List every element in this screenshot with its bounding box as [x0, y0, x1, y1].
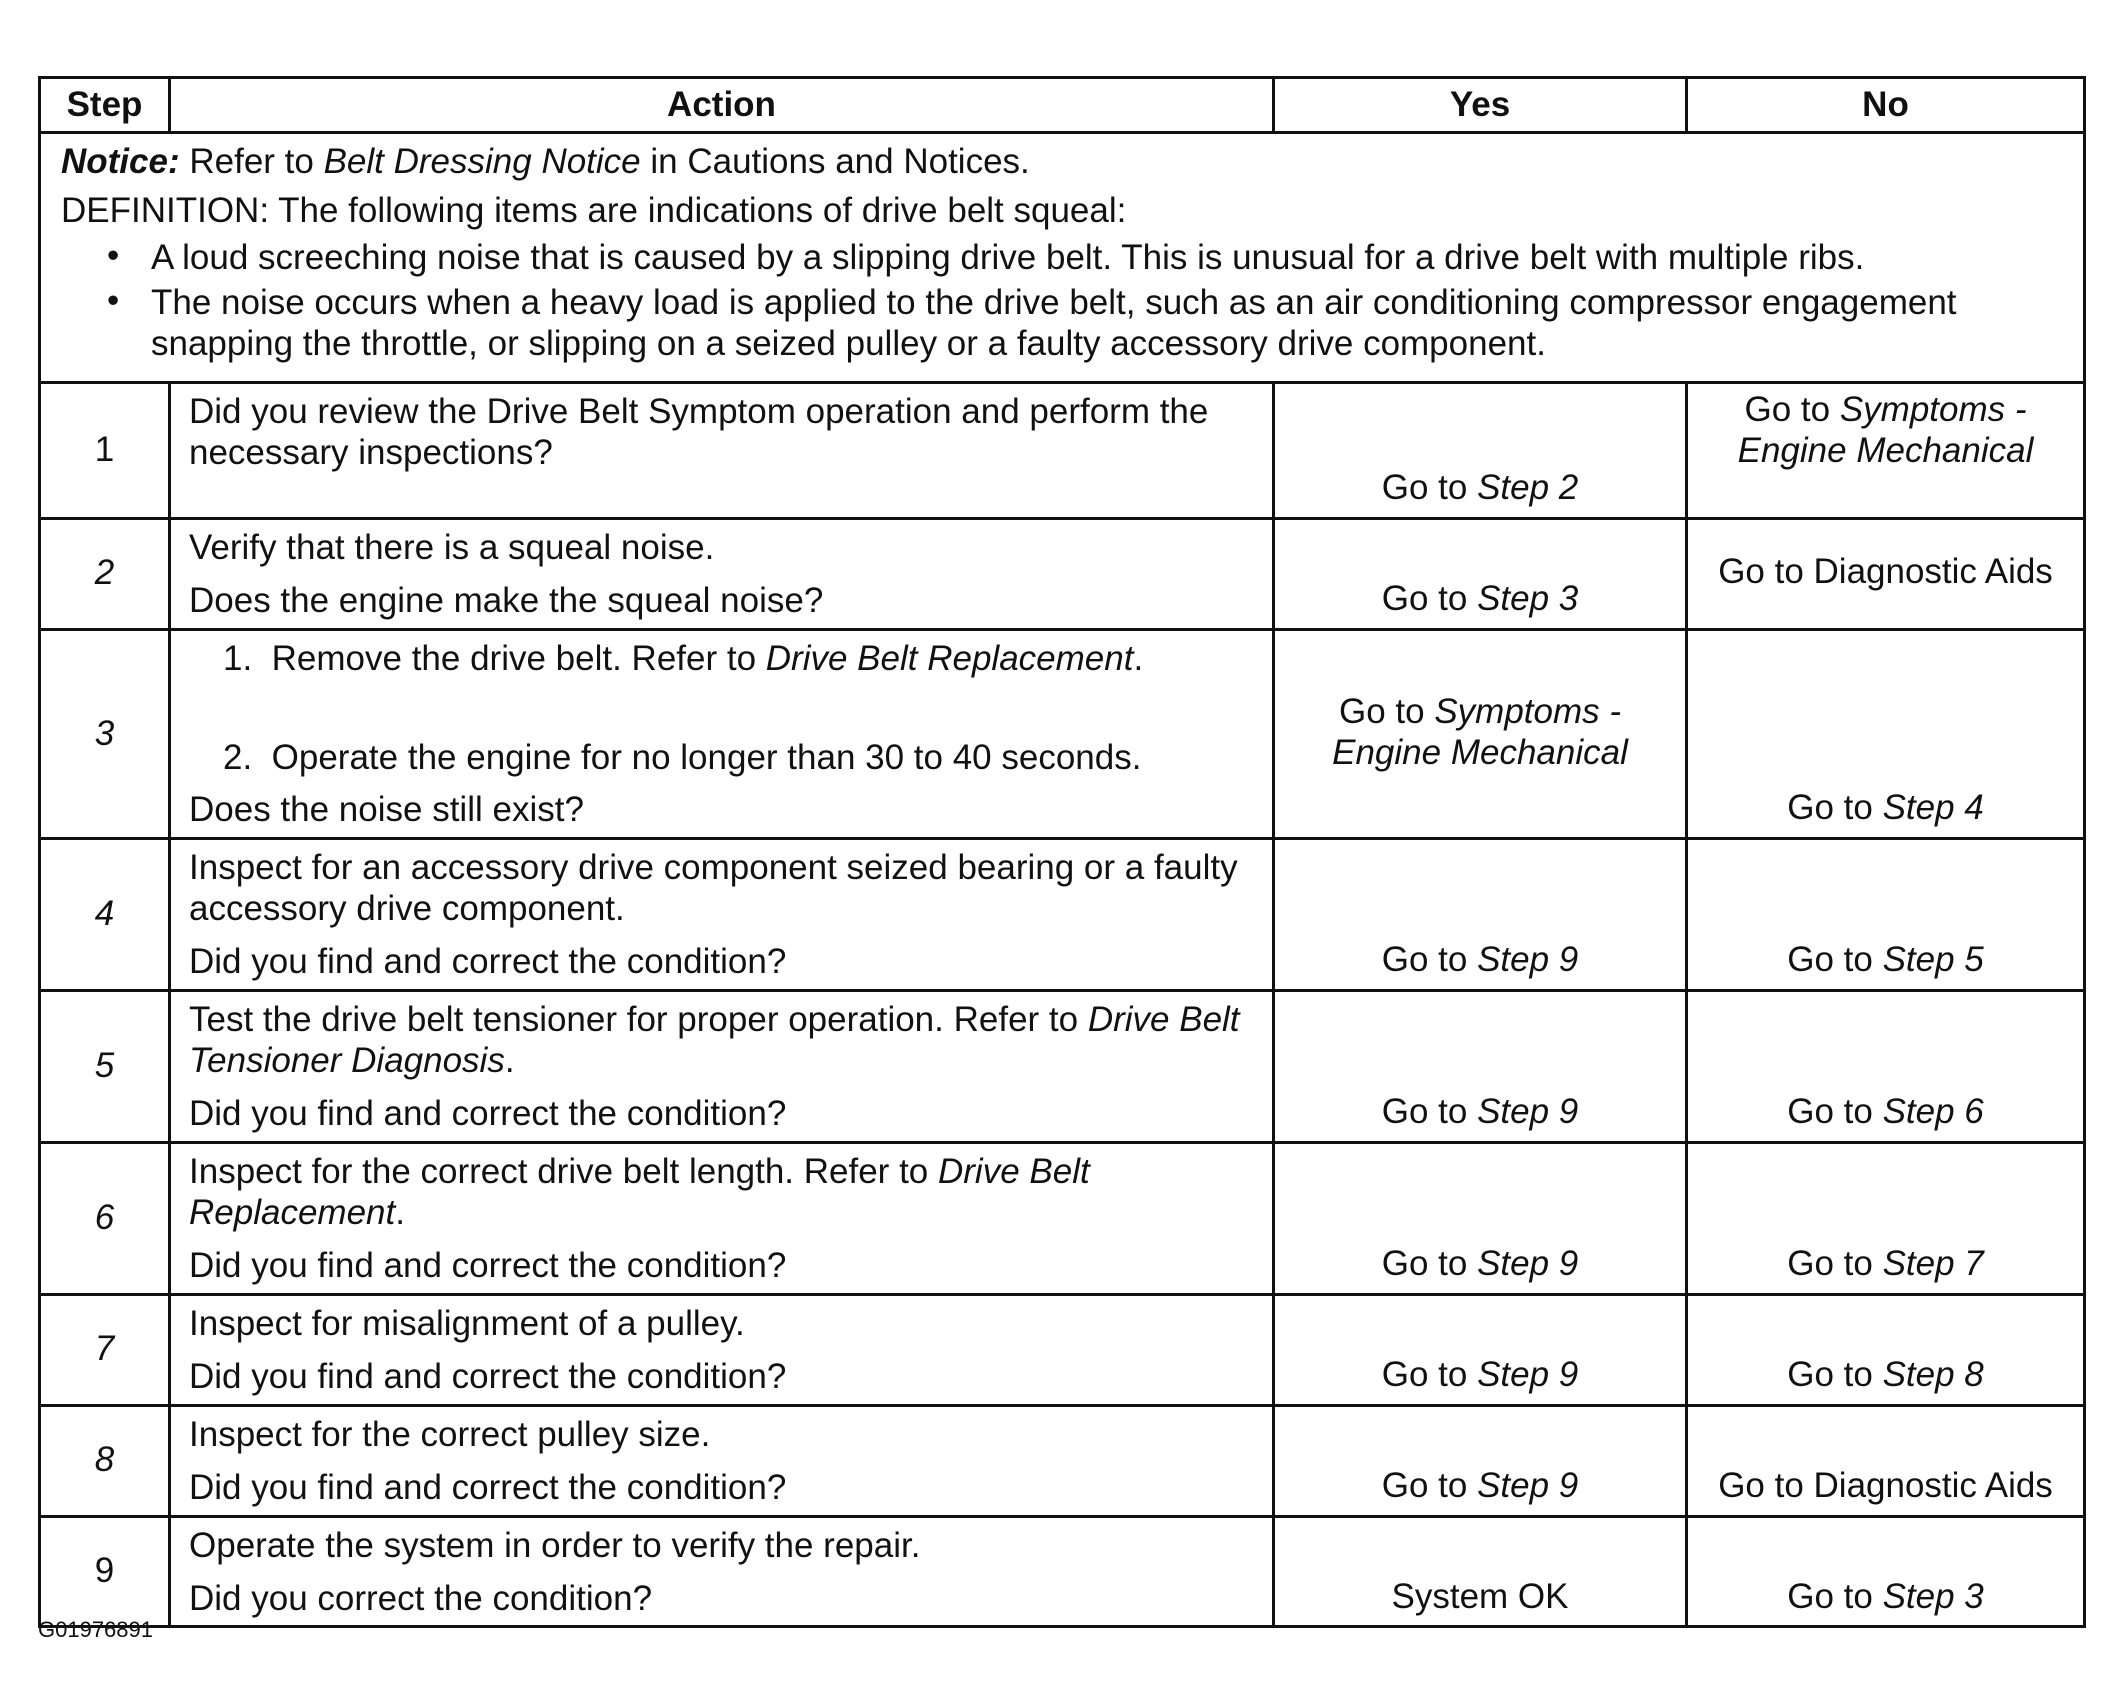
- substep-item: [189, 738, 1258, 779]
- definition-bullet: [89, 235, 2063, 279]
- go-to-label: Go to: [1381, 467, 1468, 507]
- step-action: [170, 1405, 1274, 1516]
- step-number: 5: [40, 991, 170, 1143]
- no-cell: [1687, 1143, 2085, 1295]
- go-to-label: Go to: [1787, 940, 1873, 980]
- action-question: Did you find and correct the condition?: [189, 1356, 787, 1396]
- bullet-icon: •: [107, 235, 120, 275]
- step-row-7: [40, 1294, 2085, 1405]
- action-text: Inspect for the correct pulley size.: [189, 1414, 711, 1454]
- step-number: 2: [40, 518, 170, 629]
- action-pre: Inspect for the correct drive belt length. Refer to: [189, 1152, 938, 1191]
- substep-text: Remove the drive belt. Refer to: [271, 638, 766, 678]
- action-question: Does the engine make the squeal noise?: [189, 580, 824, 620]
- action-ref: Drive Belt Tensioner Diagnosis: [189, 1000, 1240, 1081]
- yes-ref: Step 9: [1477, 1092, 1579, 1132]
- yes-cell: [1274, 382, 1687, 518]
- bullet-text: A loud screeching noise that is caused by a slipping drive belt. This is unusual for a drive belt with multiple ribs.: [151, 237, 1865, 277]
- action-question: Did you find and correct the condition?: [189, 1245, 787, 1285]
- go-to-label: Go to: [1381, 1354, 1468, 1394]
- yes-text: System OK: [1391, 1576, 1569, 1616]
- yes-ref: Step 9: [1477, 1465, 1579, 1505]
- go-to-label: Go to: [1381, 1092, 1468, 1132]
- go-to-label: Go to: [1381, 578, 1468, 618]
- step-action: [170, 382, 1274, 518]
- step-row-8: [40, 1405, 2085, 1516]
- step-row-9: [40, 1516, 2085, 1627]
- bullet-text: The noise occurs when a heavy load is applied to the drive belt, such as an air conditioning compressor engagement snapping the throttle, or slipping on a seized pulley or a faulty accessory drive component.: [151, 282, 1957, 363]
- notice-label: Notice:: [61, 142, 180, 181]
- no-cell: [1687, 518, 2085, 629]
- step-row-1: [40, 382, 2085, 518]
- no-cell: [1687, 1516, 2085, 1627]
- definition-list: [61, 235, 2063, 365]
- no-ref: Step 7: [1882, 1243, 1984, 1283]
- action-text: Did you review the Drive Belt Symptom operation and perform the necessary inspections?: [189, 391, 1209, 472]
- substep-number: 2.: [223, 737, 253, 777]
- action-question: Did you find and correct the condition?: [189, 1094, 787, 1134]
- yes-cell: [1274, 1294, 1687, 1405]
- notice-pre: Refer to: [179, 142, 324, 181]
- no-ref-line1: Symptoms -: [1839, 389, 2027, 429]
- step-action: [170, 629, 1274, 839]
- step-number: 4: [40, 839, 170, 991]
- no-cell: [1687, 991, 2085, 1143]
- notice-post: in Cautions and Notices.: [640, 142, 1030, 181]
- yes-ref: Step 2: [1477, 467, 1579, 507]
- step-action: [170, 1143, 1274, 1295]
- yes-ref: Step 3: [1477, 578, 1579, 618]
- yes-ref: Step 9: [1477, 1354, 1579, 1394]
- go-to-label: Go to: [1787, 1354, 1873, 1394]
- no-ref: Step 4: [1882, 788, 1984, 828]
- substep-text: Operate the engine for no longer than 30 to 40 seconds.: [271, 737, 1142, 777]
- action-text: Verify that there is a squeal noise.: [189, 527, 715, 567]
- action-text: Inspect for an accessory drive component seized bearing or a faulty accessory drive component.: [189, 848, 1238, 929]
- substep-item: [189, 639, 1258, 680]
- no-cell: [1687, 1294, 2085, 1405]
- action-post: .: [395, 1192, 405, 1232]
- no-cell: [1687, 1405, 2085, 1516]
- no-cell: [1687, 839, 2085, 991]
- no-ref: Step 8: [1882, 1354, 1984, 1394]
- substep-number: 1.: [223, 638, 253, 678]
- notice-ref: Belt Dressing Notice: [323, 142, 641, 181]
- no-text: Go to Diagnostic Aids: [1718, 1465, 2053, 1505]
- notice-line: [61, 142, 2063, 183]
- go-to-label: Go to: [1787, 1576, 1873, 1616]
- go-to-label: Go to: [1381, 1465, 1468, 1505]
- action-text: [189, 1000, 1258, 1082]
- go-to-label: Go to: [1381, 1243, 1468, 1283]
- yes-cell: [1274, 839, 1687, 991]
- yes-cell: [1274, 991, 1687, 1143]
- go-to-label: Go to: [1787, 1092, 1873, 1132]
- substep-list: [189, 639, 1258, 779]
- substep-post: .: [1133, 638, 1144, 678]
- yes-cell: [1274, 629, 1687, 839]
- no-ref-line2: Engine Mechanical: [1737, 430, 2034, 470]
- step-action: [170, 1294, 1274, 1405]
- step-row-4: [40, 839, 2085, 991]
- yes-cell: [1274, 1516, 1687, 1627]
- action-question: Did you correct the condition?: [189, 1578, 653, 1618]
- yes-ref-line1: Symptoms -: [1434, 692, 1622, 732]
- step-number: 1: [40, 382, 170, 518]
- header-action: Action: [170, 78, 1274, 133]
- step-row-6: [40, 1143, 2085, 1295]
- header-step: Step: [40, 78, 170, 133]
- step-number: 8: [40, 1405, 170, 1516]
- action-text: Operate the system in order to verify the repair.: [189, 1525, 921, 1565]
- yes-ref: Step 9: [1477, 940, 1579, 980]
- no-cell: [1687, 382, 2085, 518]
- yes-ref: Step 9: [1477, 1243, 1579, 1283]
- step-action: [170, 1516, 1274, 1627]
- no-ref: Step 3: [1882, 1576, 1984, 1616]
- no-text: Go to Diagnostic Aids: [1718, 552, 2053, 592]
- go-to-label: Go to: [1744, 389, 1831, 429]
- yes-ref-line2: Engine Mechanical: [1332, 732, 1628, 772]
- figure-code: G01976891: [38, 1617, 153, 1642]
- substep-ref: Drive Belt Replacement: [765, 638, 1134, 678]
- yes-cell: [1274, 1143, 1687, 1295]
- step-row-2: [40, 518, 2085, 629]
- yes-cell: [1274, 1405, 1687, 1516]
- notice-row: [40, 133, 2085, 383]
- step-number: 3: [40, 629, 170, 839]
- no-ref: Step 5: [1882, 940, 1984, 980]
- action-question: Did you find and correct the condition?: [189, 1467, 787, 1507]
- header-no: No: [1687, 78, 2085, 133]
- action-pre: Test the drive belt tensioner for proper operation. Refer to: [189, 1000, 1088, 1040]
- action-text: [189, 1152, 1258, 1234]
- go-to-label: Go to: [1381, 940, 1468, 980]
- bullet-icon: •: [107, 280, 120, 320]
- step-row-3: [40, 629, 2085, 839]
- step-action: [170, 991, 1274, 1143]
- action-question: Did you find and correct the condition?: [189, 942, 787, 982]
- action-question: Does the noise still exist?: [189, 790, 584, 830]
- step-row-5: [40, 991, 2085, 1143]
- step-number: 9: [40, 1516, 170, 1627]
- step-number: 7: [40, 1294, 170, 1405]
- header-row: [40, 78, 2085, 133]
- action-ref: Drive Belt Replacement: [189, 1152, 1090, 1232]
- definition-text: DEFINITION: The following items are indications of drive belt squeal:: [61, 190, 1127, 230]
- go-to-label: Go to: [1338, 692, 1425, 732]
- no-ref: Step 6: [1882, 1092, 1984, 1132]
- notice-cell: [40, 133, 2085, 383]
- no-cell: [1687, 629, 2085, 839]
- step-action: [170, 839, 1274, 991]
- header-yes: Yes: [1274, 78, 1687, 133]
- go-to-label: Go to: [1787, 1243, 1873, 1283]
- step-action: [170, 518, 1274, 629]
- action-post: .: [504, 1041, 515, 1081]
- definition-bullet: [89, 280, 2063, 365]
- action-text: Inspect for misalignment of a pulley.: [189, 1303, 745, 1343]
- step-number: 6: [40, 1143, 170, 1295]
- yes-cell: [1274, 518, 1687, 629]
- go-to-label: Go to: [1787, 788, 1873, 828]
- diagnostic-table: [38, 76, 2086, 1628]
